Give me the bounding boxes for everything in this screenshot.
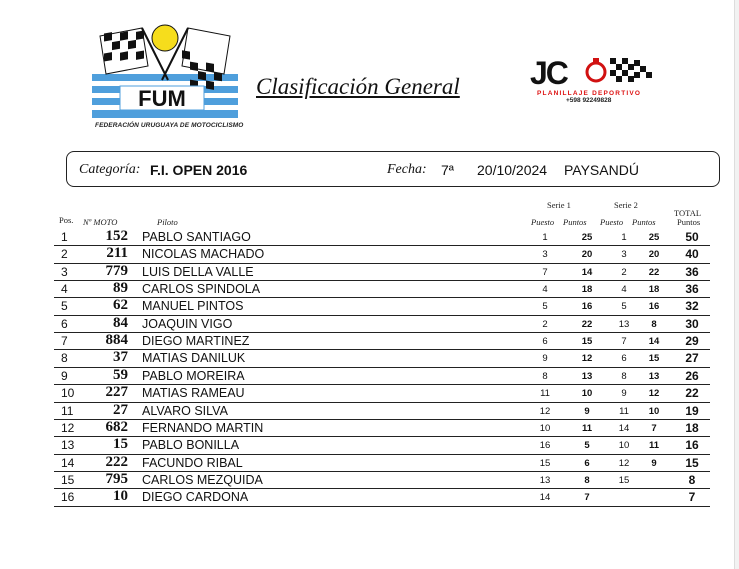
serie2-puesto-cell: 8 [621, 370, 627, 382]
moto-number-cell: 779 [105, 262, 128, 279]
stopwatch-icon [587, 63, 605, 81]
serie2-puntos-cell: 25 [648, 232, 660, 243]
moto-number-cell: 795 [105, 470, 128, 487]
total-points-cell: 18 [685, 420, 699, 435]
serie2-puesto-cell: 12 [618, 457, 630, 469]
header-total-sub: Puntos [677, 217, 701, 227]
table-row [54, 350, 710, 367]
table-row [54, 472, 710, 489]
pilot-name-cell: CARLOS MEZQUIDA [142, 472, 263, 487]
pilot-name-cell: NICOLAS MACHADO [142, 247, 265, 262]
serie1-puntos-cell: 11 [581, 422, 593, 434]
total-points-cell: 16 [685, 438, 699, 453]
position-cell: 3 [61, 264, 68, 279]
page-title: Clasificación General [256, 74, 460, 99]
total-points-cell: 50 [685, 230, 699, 244]
position-cell: 15 [61, 472, 75, 487]
position-cell: 1 [61, 230, 68, 244]
header-s1-puesto: Puesto [531, 217, 555, 227]
position-cell: 9 [61, 368, 68, 383]
total-points-cell: 30 [685, 316, 699, 331]
serie1-puesto-cell: 15 [539, 457, 551, 469]
moto-number-cell: 59 [113, 366, 128, 383]
sun-icon [152, 25, 178, 51]
moto-number-cell: 37 [113, 349, 128, 366]
pilot-name-cell: CARLOS SPINDOLA [142, 282, 261, 297]
serie1-puntos-cell: 16 [581, 301, 593, 313]
checkered-pattern-icon [610, 58, 652, 82]
moto-number-cell: 27 [113, 401, 128, 418]
serie2-puesto-cell: 5 [621, 301, 627, 313]
moto-number-cell: 15 [113, 436, 128, 453]
serie2-puesto-cell: 14 [618, 422, 630, 434]
serie2-puesto-cell: 15 [618, 474, 630, 486]
serie2-puesto-cell: 6 [621, 353, 627, 365]
header-serie2: Serie 2 [614, 200, 638, 210]
serie2-puesto-cell: 7 [621, 336, 627, 348]
serie1-puesto-cell: 9 [542, 353, 548, 365]
moto-number-cell: 682 [105, 418, 128, 435]
fecha-date: 20/10/2024 [477, 162, 548, 178]
position-cell: 2 [61, 247, 68, 262]
pilot-name-cell: ALVARO SILVA [142, 403, 228, 418]
serie2-puntos-cell: 14 [648, 336, 660, 348]
table-row [54, 316, 710, 333]
moto-number-cell: 84 [113, 314, 128, 331]
categoria-label: Categoría: [79, 162, 141, 177]
serie2-puntos-cell: 10 [648, 405, 660, 417]
position-cell: 4 [61, 282, 68, 297]
serie2-puesto-cell: 3 [621, 249, 627, 261]
serie1-puntos-cell: 12 [581, 353, 593, 365]
serie2-puntos-cell: 22 [648, 266, 660, 278]
total-points-cell: 32 [685, 299, 699, 314]
table-row [54, 246, 710, 263]
serie1-puesto-cell: 7 [542, 266, 548, 278]
serie1-puntos-cell: 20 [581, 249, 593, 261]
serie2-puntos-cell: 11 [648, 440, 660, 452]
serie2-puntos-cell: 9 [651, 457, 657, 469]
pilot-name-cell: PABLO BONILLA [142, 438, 240, 453]
serie2-puesto-cell: 10 [618, 440, 630, 452]
serie1-puntos-cell: 6 [584, 457, 590, 469]
position-cell: 7 [61, 334, 68, 349]
moto-number-cell: 884 [105, 332, 128, 349]
jc-phone: +598 92249828 [566, 97, 612, 104]
table-row [54, 489, 710, 506]
serie1-puntos-cell: 15 [581, 336, 593, 348]
pilot-name-cell: PABLO SANTIAGO [142, 230, 251, 244]
header-serie1: Serie 1 [547, 200, 571, 210]
serie1-puntos-cell: 14 [581, 266, 593, 278]
table-row [54, 368, 710, 385]
serie1-puntos-cell: 5 [584, 440, 590, 452]
fecha-number: 7ª [441, 162, 454, 178]
moto-number-cell: 152 [105, 228, 128, 244]
moto-number-cell: 62 [113, 297, 128, 314]
total-points-cell: 27 [685, 351, 699, 366]
serie1-puntos-cell: 10 [581, 388, 593, 400]
table-row [54, 437, 710, 454]
header-s2-puesto: Puesto [600, 217, 624, 227]
serie1-puesto-cell: 5 [542, 301, 548, 313]
jc-logo [528, 50, 658, 95]
serie2-puesto-cell: 4 [621, 284, 627, 296]
fum-caption: FEDERACIÓN URUGUAYA DE MOTOCICLISMO [95, 122, 244, 129]
position-cell: 5 [61, 299, 68, 314]
position-cell: 14 [61, 455, 75, 470]
pilot-name-cell: MANUEL PINTOS [142, 299, 244, 314]
serie2-puntos-cell: 20 [648, 249, 660, 261]
pilot-name-cell: FERNANDO MARTIN [142, 420, 264, 435]
table-row [54, 403, 710, 420]
pilot-name-cell: PABLO MOREIRA [142, 368, 245, 383]
serie1-puesto-cell: 1 [542, 232, 548, 243]
serie1-puntos-cell: 13 [581, 370, 593, 382]
total-points-cell: 29 [685, 334, 699, 349]
serie1-puesto-cell: 2 [542, 318, 548, 330]
moto-number-cell: 222 [105, 453, 128, 470]
serie1-puesto-cell: 12 [539, 405, 551, 417]
total-points-cell: 15 [685, 455, 699, 470]
serie2-puesto-cell: 9 [621, 388, 627, 400]
position-cell: 6 [61, 316, 68, 331]
total-points-cell: 19 [685, 403, 699, 418]
total-points-cell: 26 [685, 368, 699, 383]
pilot-name-cell: JOAQUIN VIGO [142, 316, 233, 331]
position-cell: 16 [61, 490, 75, 505]
serie1-puntos-cell: 8 [584, 474, 590, 486]
serie1-puesto-cell: 6 [542, 336, 548, 348]
pilot-name-cell: MATIAS DANILUK [142, 351, 246, 366]
serie2-puesto-cell: 2 [621, 266, 627, 278]
serie1-puntos-cell: 9 [584, 405, 590, 417]
table-row [54, 333, 710, 350]
serie1-puesto-cell: 4 [542, 284, 548, 296]
jc-logo-text: JC [530, 55, 567, 91]
serie2-puntos-cell: 7 [651, 422, 657, 434]
serie2-puntos-cell: 15 [648, 353, 660, 365]
total-points-cell: 8 [688, 472, 696, 487]
serie1-puesto-cell: 16 [539, 440, 551, 452]
total-points-cell: 36 [685, 282, 699, 297]
moto-number-cell: 89 [113, 280, 128, 297]
jc-caption: PLANILLAJE DEPORTIVO [537, 90, 642, 97]
position-cell: 12 [61, 420, 75, 435]
serie2-puntos-cell: 18 [648, 284, 660, 296]
position-cell: 10 [61, 386, 75, 401]
fum-logo [90, 22, 240, 134]
serie1-puesto-cell: 8 [542, 370, 548, 382]
header-moto: Nº MOTO [83, 217, 118, 227]
position-cell: 8 [61, 351, 68, 366]
serie1-puntos-cell: 22 [581, 318, 593, 330]
position-cell: 13 [61, 438, 75, 453]
serie2-puntos-cell: 12 [648, 388, 660, 400]
serie2-puesto-cell: 13 [618, 318, 630, 330]
serie2-puntos-cell: 8 [651, 318, 657, 330]
serie1-puesto-cell: 13 [539, 474, 551, 486]
serie2-puntos-cell: 16 [648, 301, 660, 313]
serie2-puntos-cell: 13 [648, 370, 660, 382]
table-row [54, 264, 710, 281]
header-piloto: Piloto [157, 217, 178, 227]
serie1-puesto-cell: 3 [542, 249, 548, 261]
header-s1-puntos: Puntos [563, 217, 587, 227]
table-row [54, 385, 710, 402]
lugar: PAYSANDÚ [564, 162, 639, 178]
moto-number-cell: 10 [113, 488, 128, 505]
total-points-cell: 40 [685, 247, 699, 262]
table-row [54, 298, 710, 315]
serie1-puesto-cell: 14 [539, 492, 551, 504]
serie1-puntos-cell: 18 [581, 284, 593, 296]
pilot-name-cell: DIEGO CARDONA [142, 490, 249, 505]
serie2-puesto-cell: 11 [619, 405, 629, 417]
position-cell: 11 [61, 403, 74, 418]
table-row [54, 455, 710, 472]
table-row [54, 281, 710, 298]
categoria-value: F.I. OPEN 2016 [150, 162, 248, 178]
total-points-cell: 7 [688, 490, 696, 505]
fecha-label: Fecha: [387, 162, 427, 177]
serie1-puesto-cell: 10 [539, 422, 551, 434]
serie1-puntos-cell: 25 [581, 232, 593, 243]
header-pos: Pos. [59, 215, 74, 225]
moto-number-cell: 227 [105, 384, 128, 401]
total-points-cell: 36 [685, 264, 699, 279]
serie1-puntos-cell: 7 [584, 492, 590, 504]
serie1-puesto-cell: 11 [540, 388, 550, 400]
header-s2-puntos: Puntos [632, 217, 656, 227]
fum-logo-text: FUM [138, 86, 186, 111]
checkered-flag-left-icon [100, 28, 148, 74]
pilot-name-cell: DIEGO MARTINEZ [142, 334, 250, 349]
pilot-name-cell: MATIAS RAMEAU [142, 386, 245, 401]
pilot-name-cell: FACUNDO RIBAL [142, 455, 243, 470]
pilot-name-cell: LUIS DELLA VALLE [142, 264, 254, 279]
table-row [54, 420, 710, 437]
total-points-cell: 22 [685, 386, 699, 401]
table-row [54, 229, 710, 246]
header-total: TOTAL [674, 208, 702, 218]
moto-number-cell: 211 [106, 245, 128, 262]
serie2-puesto-cell: 1 [621, 232, 627, 243]
